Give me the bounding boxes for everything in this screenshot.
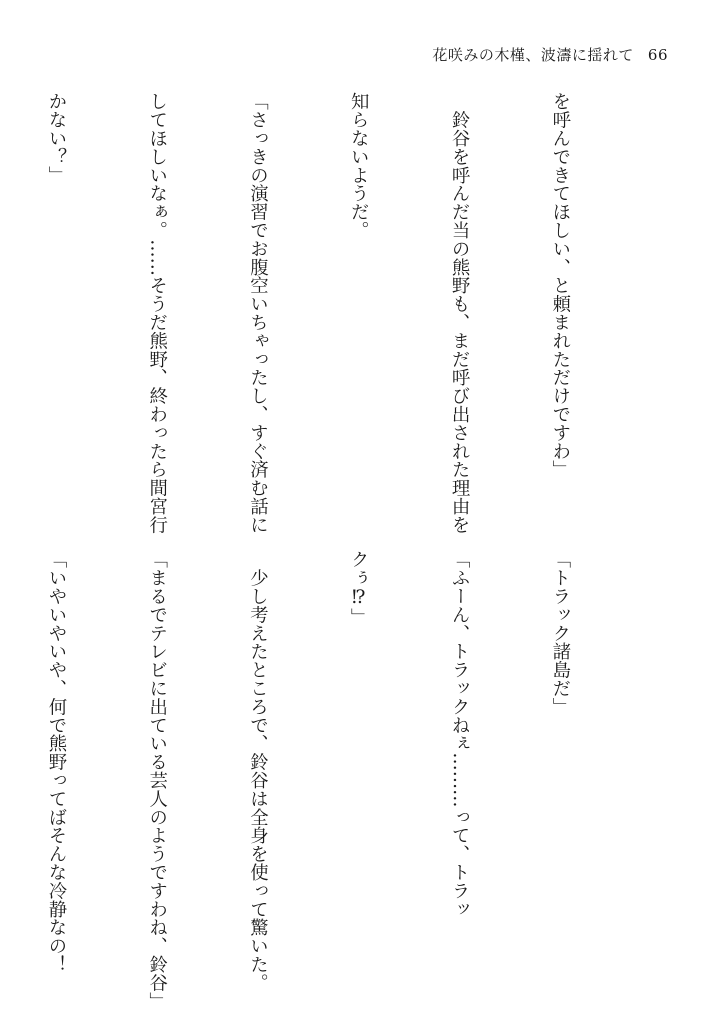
page-header bbox=[432, 44, 668, 65]
text-line: 「ふーん、トラックねぇ………って、トラッ bbox=[449, 550, 471, 918]
text-line: クぅ⁉」 bbox=[348, 550, 370, 627]
text-line: 「まるでテレビに出ている芸人のようですわね、鈴谷」 bbox=[146, 550, 168, 1010]
text-line: 「いやいやいや、何で熊野ってばそんな冷静なの！ bbox=[45, 550, 67, 974]
text-line: 少し考えたところで、鈴谷は全身を使って驚いた。 bbox=[247, 550, 269, 992]
chapter-title: 花咲みの木槿、波濤に揺れて bbox=[432, 46, 634, 64]
upper-text-block bbox=[45, 92, 644, 534]
text-line: かない？」 bbox=[45, 92, 67, 184]
text-line: してほしいなぁ。……そうだ熊野、終わったら間宮行 bbox=[146, 92, 168, 534]
lower-text-block bbox=[45, 550, 644, 1010]
text-line: 「さっきの演習でお腹空いちゃったし、すぐ済む話に bbox=[247, 92, 269, 534]
page-number: 66 bbox=[647, 46, 668, 64]
text-line: を呼んできてほしい、と頼まれただけですわ」 bbox=[549, 92, 571, 479]
text-line: 「トラック諸島だ」 bbox=[549, 550, 571, 716]
text-line: 鈴谷を呼んだ当の熊野も、まだ呼び出された理由を bbox=[449, 92, 471, 534]
text-line: 知らないようだ。 bbox=[348, 92, 370, 240]
